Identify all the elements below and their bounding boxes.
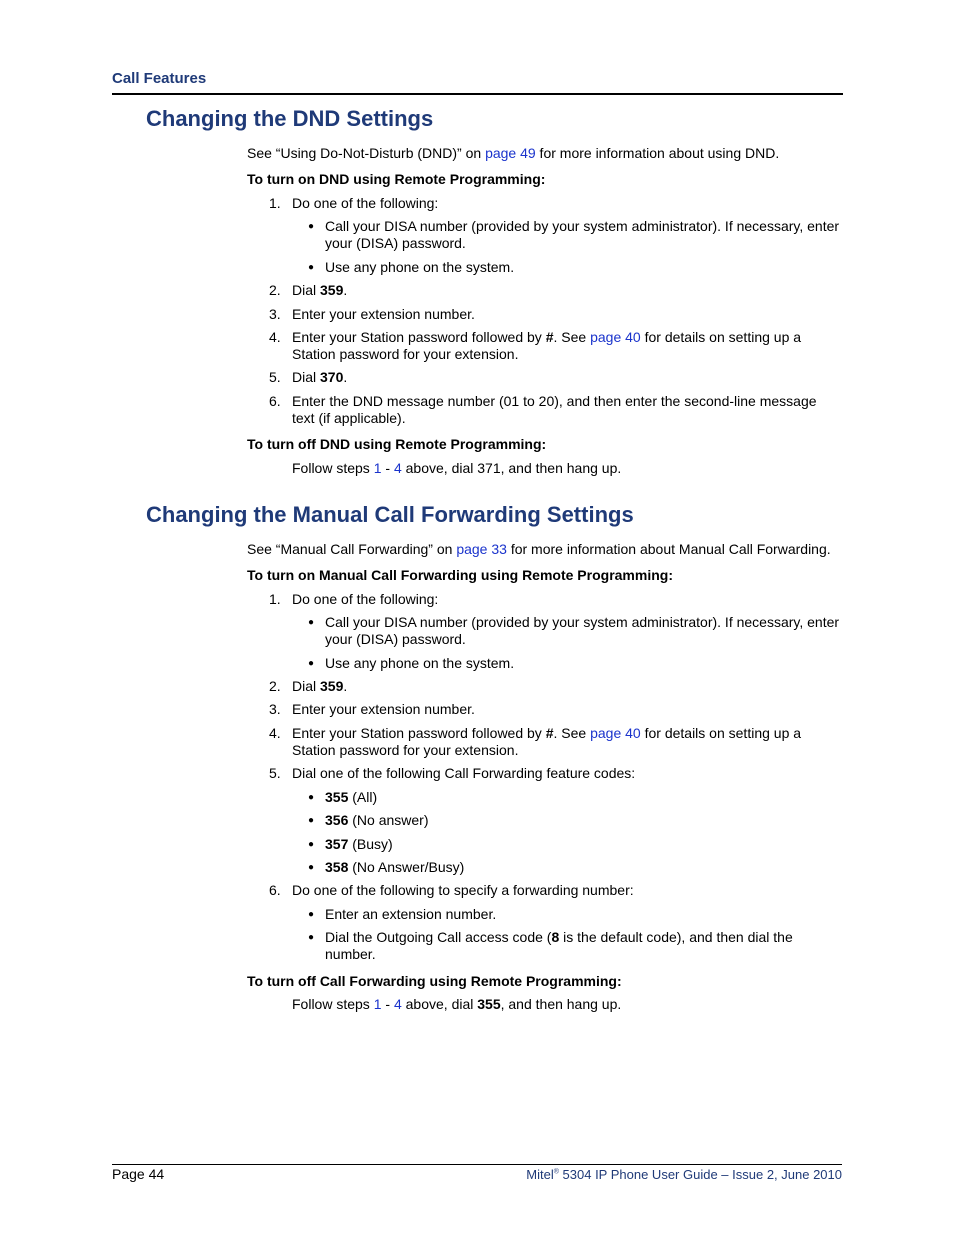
list-number: 3. [269,701,281,717]
fwd-on-heading: To turn on Manual Call Forwarding using Remote Programming: [247,567,673,583]
list-number: 2. [269,282,281,298]
fwd-code-item [325,812,429,828]
dnd-off-heading: To turn off DND using Remote Programming: [247,436,547,452]
list-number: 1. [269,591,281,607]
fwd-step-3: Enter your extension number. [292,701,475,717]
bullet-icon: ● [308,932,315,943]
step-text: . [343,678,348,694]
dnd-step-1-bullet-2: Use any phone on the system. [325,259,515,275]
step-text: Enter your Station password followed by [292,329,546,345]
step-text: . See [553,725,591,741]
hash-key: # [545,725,554,741]
list-number: 3. [269,306,281,322]
bullet-icon: ● [308,839,315,850]
step-text: - [381,460,394,476]
feature-code: 355 [325,789,349,805]
dnd-off-text [292,460,621,476]
dnd-on-heading: To turn on DND using Remote Programming: [247,171,546,187]
fwd-step-6-bullet-1: Enter an extension number. [325,906,497,922]
fwd-intro-link[interactable]: page 33 [456,541,507,557]
list-number: 1. [269,195,281,211]
step-1-link[interactable]: 1 [373,460,382,476]
bullet-icon: ● [308,792,315,803]
step-text: for details on setting up a [640,329,802,345]
hash-key: # [545,329,554,345]
fwd-step-4-cont: Station password for your extension. [292,742,519,758]
dnd-step-5 [292,369,347,385]
fwd-step-2 [292,678,347,694]
dnd-intro-link[interactable]: page 49 [485,145,536,161]
fwd-intro [247,541,831,557]
step-text: . See [553,329,591,345]
step-text: above, dial 371, and then hang up. [401,460,622,476]
guide-title: 5304 IP Phone User Guide – Issue 2, June 2010 [558,1167,842,1182]
step-4-link[interactable]: 4 [393,996,402,1012]
step-text: - [381,996,394,1012]
step-text: Dial [292,678,321,694]
step-text: . [343,369,348,385]
footer-guide-title [526,1167,842,1182]
fwd-intro-text-end: for more information about Manual Call Forwarding. [506,541,831,557]
feature-code: 370 [320,369,344,385]
header-rule [112,93,843,95]
dnd-step-6-cont: text (if applicable). [292,410,406,426]
dnd-intro-text-end: for more information about using DND. [535,145,780,161]
fwd-step-4 [292,725,801,741]
code-desc: (No answer) [348,812,429,828]
list-number: 5. [269,765,281,781]
bullet-icon: ● [308,815,315,826]
dnd-step-4-cont: Station password for your extension. [292,346,519,362]
dnd-step-4 [292,329,801,345]
dnd-intro [247,145,779,161]
list-number: 6. [269,882,281,898]
list-number: 5. [269,369,281,385]
feature-code: 355 [477,996,501,1012]
bullet-icon: ● [308,617,315,628]
list-number: 6. [269,393,281,409]
feature-code: 357 [325,836,349,852]
code-desc: (Busy) [348,836,393,852]
fwd-off-heading: To turn off Call Forwarding using Remote Programming: [247,973,622,989]
fwd-step-1-bullet-1: Call your DISA number (provided by your system administrator). If necessary, enter [325,614,840,630]
bullet-icon: ● [308,221,315,232]
page-number: Page 44 [112,1166,165,1182]
code-desc: (No Answer/Busy) [348,859,465,875]
list-number: 4. [269,329,281,345]
dnd-step-1: Do one of the following: [292,195,439,211]
step-1-link[interactable]: 1 [373,996,382,1012]
feature-code: 359 [320,282,344,298]
fwd-step-1-bullet-2: Use any phone on the system. [325,655,515,671]
fwd-step-6-bullet-2-cont: number. [325,946,376,962]
brand-name: Mitel [526,1167,554,1182]
step-text: Follow steps [292,996,374,1012]
list-number: 4. [269,725,281,741]
fwd-step-5: Dial one of the following Call Forwarding feature codes: [292,765,636,781]
fwd-off-text [292,996,621,1012]
step-text: above, dial [401,996,478,1012]
feature-code: 8 [551,929,560,945]
step-4-link[interactable]: 4 [393,460,402,476]
step-text: Dial the Outgoing Call access code ( [325,929,552,945]
bullet-icon: ● [308,909,315,920]
dnd-step-2 [292,282,347,298]
dnd-section-title: Changing the DND Settings [146,106,434,131]
feature-code: 358 [325,859,349,875]
fwd-step-1-bullet-1-cont: your (DISA) password. [325,631,466,647]
fwd-step-1: Do one of the following: [292,591,439,607]
registered-mark: ® [553,1168,559,1176]
dnd-intro-text: See “Using Do-Not-Disturb (DND)” on [247,145,486,161]
step-text: Dial [292,369,321,385]
fwd-intro-text: See “Manual Call Forwarding” on [247,541,457,557]
fwd-code-item [325,789,377,805]
dnd-step-3: Enter your extension number. [292,306,475,322]
fwd-code-item [325,836,393,852]
dnd-step-6: Enter the DND message number (01 to 20), and then enter the second-line message [292,393,817,409]
step-text: Follow steps [292,460,374,476]
fwd-step-6-bullet-2 [325,929,793,945]
fwd-step-6: Do one of the following to specify a forwarding number: [292,882,634,898]
step-text: . [343,282,348,298]
page-40-link[interactable]: page 40 [590,329,641,345]
step-text: for details on setting up a [640,725,802,741]
page-40-link[interactable]: page 40 [590,725,641,741]
dnd-step-1-bullet-1-cont: your (DISA) password. [325,235,466,251]
fwd-section-title: Changing the Manual Call Forwarding Settings [146,502,634,527]
step-text: Enter your Station password followed by [292,725,546,741]
list-number: 2. [269,678,281,694]
fwd-code-item [325,859,464,875]
feature-code: 356 [325,812,349,828]
step-text: , and then hang up. [500,996,622,1012]
bullet-icon: ● [308,262,315,273]
step-text: Dial [292,282,321,298]
code-desc: (All) [348,789,378,805]
step-text: is the default code), and then dial the [559,929,793,945]
footer-rule [112,1164,842,1165]
dnd-step-1-bullet-1: Call your DISA number (provided by your system administrator). If necessary, enter [325,218,840,234]
running-header: Call Features [112,70,207,87]
bullet-icon: ● [308,862,315,873]
bullet-icon: ● [308,658,315,669]
feature-code: 359 [320,678,344,694]
